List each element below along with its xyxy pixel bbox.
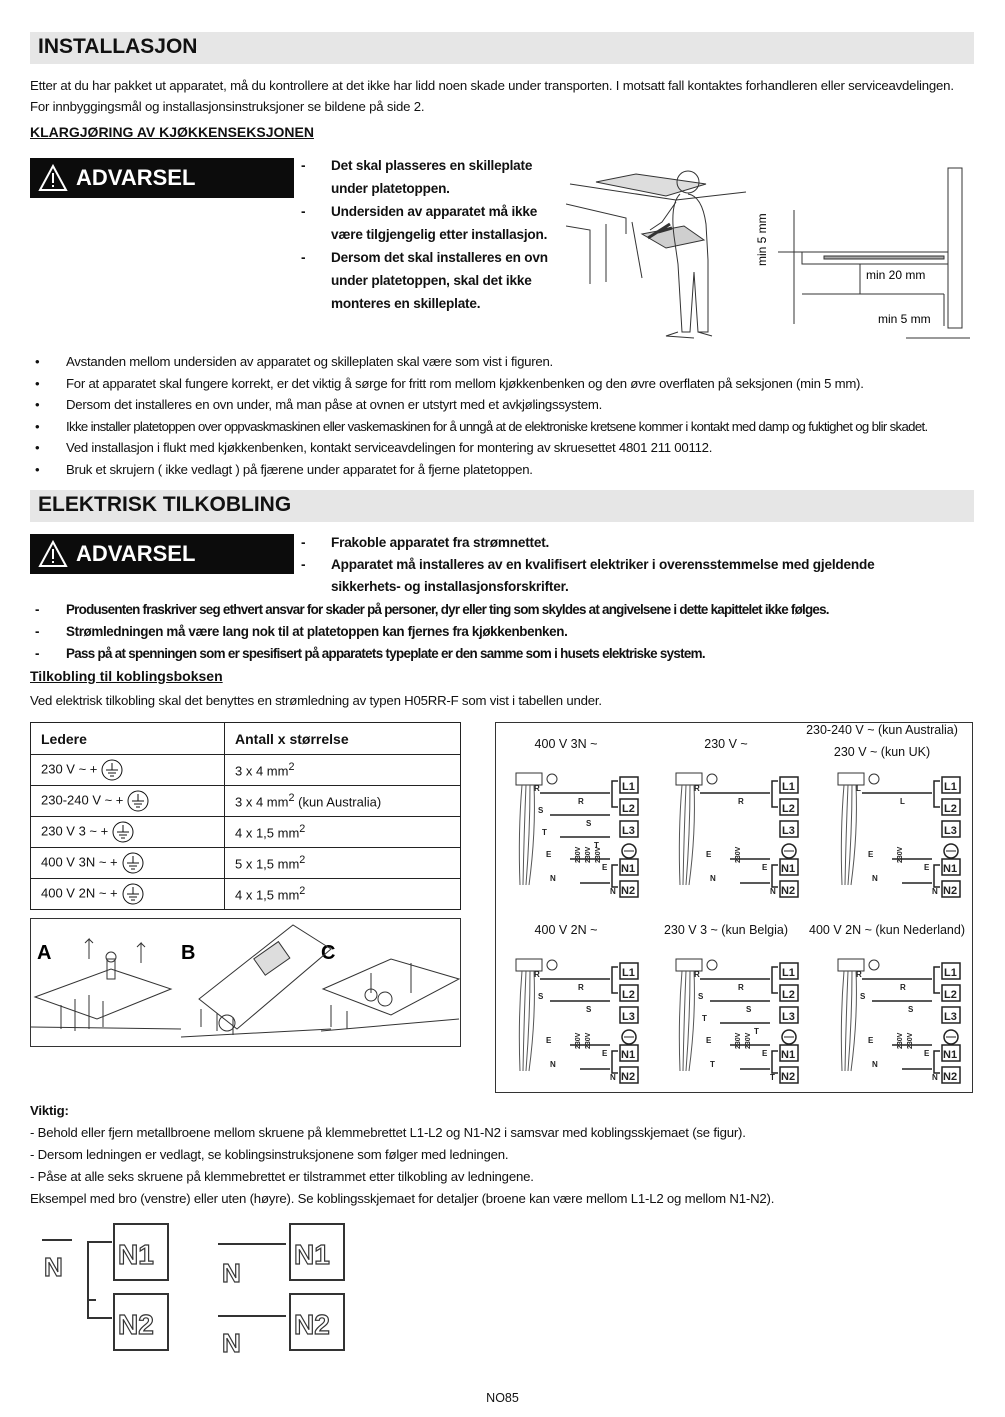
warning-label: ADVARSEL [76, 541, 196, 566]
terminal-label: L2 [944, 989, 957, 1001]
important-line: - Behold eller fjern metallbroene mellom skruene på klemmebrettet L1-L2 og N1-N2 i samsvar med koblingsskjemaet (se figur). [30, 1125, 746, 1140]
wiring-label-400v2n: 400 V 2N ~ [534, 923, 598, 937]
wire-letter-e: E [868, 1036, 874, 1045]
warning-banner-install [30, 158, 294, 198]
bullet-item: • Ved installasjon i flukt med kjøkkenbenken, kontakt serviceavdelingen for montering av skruesettet 4801 211 00112. [30, 437, 928, 459]
warning-point: - Undersiden av apparatet må ikke være tilgjengelig etter installasjon. [301, 200, 566, 246]
intro-line: Etter at du har pakket ut apparatet, må du kontrollere at det ikke har lidd noen skade under transporten. I motsatt fall kontaktes forhandleren eller serviceavdelingen. [30, 78, 954, 93]
subheading-kitchen: KLARGJØRING AV KJØKKENSEKSJONEN [30, 124, 314, 140]
bridge-right-n1: N1 [294, 1239, 330, 1270]
size-cell [225, 786, 461, 817]
terminal-label: N2 [943, 1071, 958, 1083]
terminal-label: L2 [782, 803, 795, 815]
terminal-label: L3 [944, 1011, 957, 1023]
earth-icon [127, 790, 149, 812]
terminal-steps-drawing [31, 919, 460, 1046]
bridge-n1-n2 [612, 1051, 618, 1073]
cable-spec-table [30, 722, 461, 910]
size-cell [225, 848, 461, 879]
wire [523, 971, 526, 1071]
wire-letter-t: T [710, 1060, 715, 1069]
wire-letter-s: S [746, 1005, 752, 1014]
size-text: 3 x 4 mm [235, 763, 289, 779]
wire [848, 971, 852, 1071]
conductor-cell [31, 879, 225, 910]
electrical-bold-points [30, 599, 829, 665]
wire-letter-r: R [578, 797, 584, 806]
table-row [31, 848, 461, 879]
bridge-l1-l2 [934, 967, 940, 993]
section-heading-electrical: ELEKTRISK TILKOBLING [30, 490, 974, 522]
terminal-label: N2 [621, 1071, 636, 1083]
wire [841, 971, 844, 1071]
electrical-warning-list [301, 532, 921, 598]
wire-letter-n: N [872, 874, 878, 883]
terminal-label: N2 [781, 1071, 796, 1083]
wire-letter-r: R [900, 983, 906, 992]
size-text: 5 x 1,5 mm [235, 856, 300, 872]
wire [526, 785, 530, 885]
warning-triangle-icon [38, 540, 68, 568]
wire [845, 785, 848, 885]
bridge-l1-l2 [772, 967, 778, 993]
voltage-label: 230V [585, 846, 592, 863]
bridge-l1-l2 [612, 967, 618, 993]
conductor-text: 230 V 3 ~ + [41, 823, 109, 839]
wiring-label-230-240-australia: 230-240 V ~ (kun Australia) [806, 723, 958, 737]
wire [519, 971, 522, 1071]
bold-point: - Produsenten fraskriver seg ethvert ansvar for skader på personer, dyr eller ting som skyldes at angivelsene i dette kapittelet ikke følges. [30, 599, 829, 621]
wiring-label-230-uk: 230 V ~ (kun UK) [833, 745, 931, 759]
person-installing-drawing [566, 171, 746, 338]
terminal-label: L3 [782, 1011, 795, 1023]
wire-letter-l: L [900, 797, 905, 806]
wire [686, 971, 690, 1071]
terminal-label: N1 [943, 863, 958, 875]
bridge-right-n2: N2 [294, 1309, 330, 1340]
wire-letter-n: N [550, 1060, 556, 1069]
bridge-l1-l2 [612, 781, 618, 807]
screw-icon [547, 774, 557, 784]
conductor-cell [31, 817, 225, 848]
subheading-junction-box: Tilkobling til koblingsboksen [30, 668, 223, 684]
terminal-label: N1 [781, 1049, 796, 1061]
table-row [31, 817, 461, 848]
screw-icon [869, 774, 879, 784]
bridge-example-figure [36, 1220, 356, 1360]
terminal-label: N1 [781, 863, 796, 875]
voltage-label: 230V [735, 846, 742, 863]
terminal-label: N2 [621, 885, 636, 897]
terminal-label: L2 [622, 989, 635, 1001]
terminal-label: N1 [621, 863, 636, 875]
terminal-label: L1 [622, 967, 635, 979]
wire [848, 785, 852, 885]
wire-letter-n: N [610, 1073, 616, 1082]
terminal-label: L3 [782, 825, 795, 837]
size-text: 4 x 1,5 mm [235, 825, 300, 841]
install-warning-list [301, 154, 566, 315]
wiring-label-230v: 230 V ~ [704, 737, 748, 751]
wire-letter-t: T [702, 1014, 707, 1023]
bridge-left-n: N [44, 1252, 63, 1282]
intro-line: For innbyggingsmål og installasjonsinstruksjoner se bildene på side 2. [30, 99, 425, 114]
conductor-cell [31, 755, 225, 786]
voltage-label: 230V [897, 1032, 904, 1049]
voltage-label: 230V [575, 846, 582, 863]
terminal-label: N1 [621, 1049, 636, 1061]
wire-letter-n: N [770, 887, 776, 896]
wire-letter-r: R [534, 784, 540, 793]
wire-letter-r: R [738, 797, 744, 806]
conductor-text: 230-240 V ~ + [41, 792, 124, 808]
install-intro [30, 75, 954, 117]
terminal-steps-figure [30, 918, 461, 1047]
screw-icon [707, 960, 717, 970]
size-sup: 2 [299, 823, 306, 836]
terminal-label: L2 [944, 803, 957, 815]
wire-letter-s: S [538, 806, 544, 815]
wire-letter-e: E [924, 863, 930, 872]
wire-letter-l: L [856, 784, 861, 793]
wire [679, 785, 682, 885]
wire-letter-t: T [594, 841, 599, 850]
wire-letter-e: E [924, 1049, 930, 1058]
table-row [31, 755, 461, 786]
wire-letter-e: E [706, 850, 712, 859]
clearance-diagram [778, 168, 970, 338]
wire-letter-r: R [856, 970, 862, 979]
warning-banner-electrical [30, 534, 294, 574]
size-cell [225, 817, 461, 848]
size-note: (kun Australia) [294, 794, 382, 810]
header-conductors: Ledere [31, 723, 225, 755]
terminal-label: L1 [782, 781, 795, 793]
wire [686, 785, 690, 885]
warning-point: - Apparatet må installeres av en kvalifisert elektriker i overensstemmelse med gjeldende sikkerhets- og installasjonsforskrifter. [301, 554, 921, 598]
wire-letter-r: R [738, 983, 744, 992]
table-row [31, 879, 461, 910]
voltage-label: 230V [907, 1032, 914, 1049]
warning-point: - Det skal plasseres en skilleplate under platetoppen. [301, 154, 566, 200]
min5-bottom-label: min 5 mm [878, 312, 931, 326]
wire-letter-e: E [868, 850, 874, 859]
size-text: 3 x 4 mm [235, 794, 289, 810]
bridge-n1-n2 [934, 1051, 940, 1073]
size-sup: 2 [299, 854, 306, 867]
wiring-diagram-drawing [496, 723, 972, 1092]
conductor-text: 400 V 3N ~ + [41, 854, 118, 870]
bullet-item: • Bruk et skrujern ( ikke vedlagt ) på fjærene under apparatet for å fjerne platetoppen. [30, 459, 928, 481]
wire [845, 971, 848, 1071]
terminal-label: N1 [943, 1049, 958, 1061]
terminal-label: L1 [944, 967, 957, 979]
wire [841, 785, 844, 885]
wiring-label-400v2n-nederland: 400 V 2N ~ (kun Nederland) [809, 923, 965, 937]
bullet-item: • For at apparatet skal fungere korrekt, er det viktig å sørge for fritt rom mellom kjøkkenbenken og den øvre overflaten på seksjonen (min 5 mm). [30, 373, 928, 395]
important-title: Viktig: [30, 1103, 69, 1118]
terminal-label: L3 [622, 825, 635, 837]
wire [683, 785, 686, 885]
size-text: 4 x 1,5 mm [235, 887, 300, 903]
wire-letter-n: N [932, 1073, 938, 1082]
wire-letter-r: R [694, 970, 700, 979]
earth-icon [112, 821, 134, 843]
wire-letter-e: E [546, 1036, 552, 1045]
important-line: - Dersom ledningen er vedlagt, se koblingsinstruksjonene som følger med ledningen. [30, 1147, 509, 1162]
bridge-left-n1: N1 [118, 1239, 154, 1270]
bold-point: - Pass på at spenningen som er spesifisert på apparatets typeplate er den samme som i husets elektriske system. [30, 643, 829, 665]
wire-letter-n: N [710, 874, 716, 883]
wire-letter-n: N [872, 1060, 878, 1069]
terminal-label: L1 [622, 781, 635, 793]
wire-letter-e: E [602, 863, 608, 872]
step-a-drawing [31, 939, 181, 1031]
wire [523, 785, 526, 885]
wire-letter-e: E [602, 1049, 608, 1058]
header-size: Antall x størrelse [225, 723, 461, 755]
terminal-label: L1 [944, 781, 957, 793]
wire-letter-r: R [534, 970, 540, 979]
min20-label: min 20 mm [866, 268, 926, 282]
size-cell [225, 755, 461, 786]
step-b-drawing [181, 925, 331, 1037]
screw-icon [869, 960, 879, 970]
earth-icon [101, 759, 123, 781]
wire-letter-t: T [770, 1073, 775, 1082]
earth-icon [122, 852, 144, 874]
min5-vertical-label: min 5 mm [755, 213, 769, 266]
terminal-label: N2 [781, 885, 796, 897]
voltage-label: 230V [745, 1032, 752, 1049]
wire-letter-r: R [694, 784, 700, 793]
wire-letter-e: E [546, 850, 552, 859]
step-label-c: C [321, 942, 336, 964]
wire-letter-t: T [754, 1027, 759, 1036]
bullet-item: • Avstanden mellom undersiden av apparatet og skilleplaten skal være som vist i figuren. [30, 351, 928, 373]
cable-text: Ved elektrisk tilkobling skal det benyttes en strømledning av typen H05RR-F som vist i tabellen under. [30, 693, 602, 708]
screw-icon [547, 960, 557, 970]
bridge-l1-l2 [772, 781, 778, 807]
wire [526, 971, 530, 1071]
table-header-row [31, 723, 461, 755]
wire [683, 971, 686, 1071]
wire-letter-s: S [586, 819, 592, 828]
wire [679, 971, 682, 1071]
wire-letter-s: S [698, 992, 704, 1001]
bridge-right-n-top: N [222, 1258, 241, 1288]
warning-label: ADVARSEL [76, 165, 196, 190]
conductor-text: 400 V 2N ~ + [41, 885, 118, 901]
wire-letter-s: S [538, 992, 544, 1001]
wire-letter-e: E [762, 1049, 768, 1058]
bullet-item: • Dersom det installeres en ovn under, må man påse at ovnen er utstyrt med et avkjølingssystem. [30, 394, 928, 416]
bridge-n1-n2 [612, 865, 618, 887]
bullet-item: • Ikke installer platetoppen over oppvaskmaskinen eller vaskemaskinen for å unngå at de elektroniske kretsene kommer i kontakt med damp og fuktighet og blir skadet. [30, 416, 928, 438]
size-sup: 2 [299, 885, 306, 898]
wire [519, 785, 522, 885]
bridge-right-n-bottom: N [222, 1328, 241, 1358]
earth-icon [122, 883, 144, 905]
bridge-l1-l2 [934, 781, 940, 807]
install-bullets [30, 351, 928, 480]
wire-letter-s: S [860, 992, 866, 1001]
conductor-cell [31, 786, 225, 817]
size-sup: 2 [288, 792, 295, 805]
warning-point: - Dersom det skal installeres en ovn under platetoppen, skal det ikke monteres en skilleplate. [301, 246, 566, 315]
terminal-label: L2 [782, 989, 795, 1001]
bridge-n1-n2 [934, 865, 940, 887]
conductor-text: 230 V ~ + [41, 761, 98, 777]
voltage-label: 230V [735, 1032, 742, 1049]
installation-illustration [566, 164, 976, 346]
bold-point: - Strømledningen må være lang nok til at platetoppen kan fjernes fra kjøkkenbenken. [30, 621, 829, 643]
wire-letter-e: E [706, 1036, 712, 1045]
terminal-label: L3 [622, 1011, 635, 1023]
wire-letter-t: T [542, 828, 547, 837]
terminal-label: L2 [622, 803, 635, 815]
wiring-label-230v3-belgia: 230 V 3 ~ (kun Belgia) [663, 923, 789, 937]
size-sup: 2 [288, 761, 295, 774]
screw-icon [707, 774, 717, 784]
important-line: Eksempel med bro (venstre) eller uten (høyre). Se koblingsskjemaet for detaljer (broene kan være mellom L1-L2 og mellom N1-N2). [30, 1191, 775, 1206]
important-notes [30, 1100, 774, 1210]
bridge-n1-n2 [772, 865, 778, 887]
wire-letter-n: N [932, 887, 938, 896]
terminal-label: L1 [782, 967, 795, 979]
step-label-a: A [37, 942, 52, 964]
wiring-diagrams [495, 722, 973, 1093]
table-row [31, 786, 461, 817]
important-line: - Påse at alle seks skruene på klemmebrettet er tilstrammet etter tilkobling av ledningene. [30, 1169, 534, 1184]
terminal-label: L3 [944, 825, 957, 837]
voltage-label: 230V [897, 846, 904, 863]
warning-point: - Frakoble apparatet fra strømnettet. [301, 532, 921, 554]
wire-letter-e: E [762, 863, 768, 872]
voltage-label: 230V [595, 846, 602, 863]
warning-triangle-icon [38, 164, 68, 192]
bridge-n1-n2 [772, 1051, 778, 1073]
terminal-label: N2 [943, 885, 958, 897]
section-heading-installation: INSTALLASJON [30, 32, 974, 64]
wire-letter-n: N [550, 874, 556, 883]
wire-letter-r: R [578, 983, 584, 992]
voltage-label: 230V [575, 1032, 582, 1049]
wire-letter-n: N [610, 887, 616, 896]
step-c-drawing [321, 959, 459, 1031]
wire-letter-s: S [586, 1005, 592, 1014]
voltage-label: 230V [585, 1032, 592, 1049]
conductor-cell [31, 848, 225, 879]
size-cell [225, 879, 461, 910]
step-label-b: B [181, 942, 196, 964]
page-code: NO85 [486, 1391, 519, 1405]
wiring-label-400v3n: 400 V 3N ~ [534, 737, 598, 751]
wire-letter-s: S [908, 1005, 914, 1014]
bridge-left-n2: N2 [118, 1309, 154, 1340]
